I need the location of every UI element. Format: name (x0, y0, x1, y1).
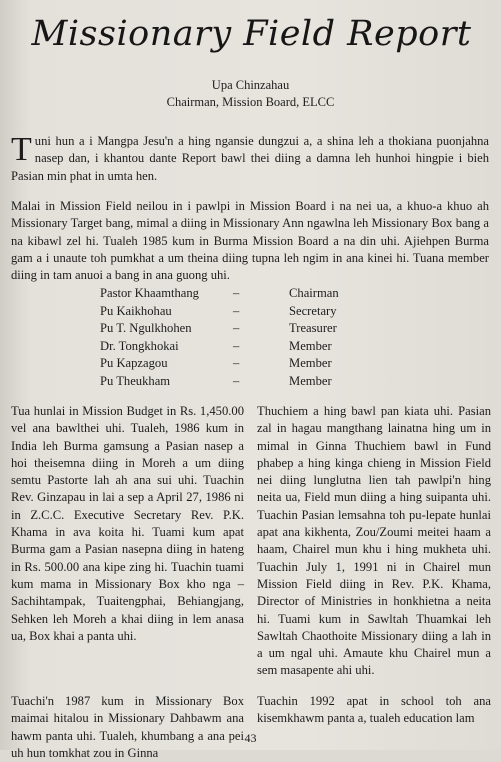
left-column-paragraph-2: Tuachi'n 1987 kum in Missionary Box maimai hitalou in Missionary Dahbawm ana hawm panta uhi. Tualeh, khumbang a ana pei uh hun tomkhat zou in Ginna (11, 694, 244, 760)
intro-text: uni hun a i Mangpa Jesu'n a hing ngansie dungzui a, a shina leh a thokiana puonjahna nasep dan, i khantou dante Report bawl thei diing a damna leh hunhoi hingpie i bieh Pasian min phat in umta hen. (11, 134, 489, 183)
right-column-paragraph-1: Thuchiem a hing bawl pan kiata uhi. Pasian zal in hagau mangthang lainatna hing um in mimal in Ginna Thuchiem bawl in Fund phabep a hing kinga chieng in Mission Field nei diing lunglutna lien tah pawlpi'n hing neita ua, Field mun diing a hing suipanta uhi. Tuachin Pasian lemsahna toh pu-lepate hunlai apat ana kikhenta, Zou/Zoumi meitei haam a haam, Chairel mun khu i hing mukheta uhi. Tuachin July 1, 1991 ni in Chairel mun Mission Field diing in Rev. P.K. Khama, Director of Ministries in honkhietna a neita hi. Tuami kum in Sawltah Thuamkai leh Sawltah Chaothoite Missionary diing a lah in a um ngal uhi. Amaute khu Chairel mun a sem masapente ahi uhi. (257, 404, 491, 678)
dash: – (233, 356, 240, 370)
author-name: Upa Chinzahau (211, 78, 290, 92)
board-row (100, 286, 400, 304)
paragraph-2: Malai in Mission Field neilou in i pawlpi in Mission Board i na nei ua, a khuo-a khuo ah Missionary Target bang, mimal a diing in Missionary Ann ngawlna leh Missionary Box bang a na kibawl zel hi. Tualeh 1985 kum in Burma Mission Board a na din uhi. Ajiehpen Burma gam a i unaute toh pumkhat a um theina diing tupna leh ngim in ana kinei hi. Tuana member diing in tam anuoi a bang in ana guong uhi. (11, 199, 489, 283)
member-role: Member (289, 373, 332, 388)
member-role: Chairman (289, 286, 339, 300)
board-row (100, 321, 400, 339)
member-name: Pu Kaikhohau (100, 303, 172, 318)
dash: – (233, 373, 240, 388)
member-name: Pu Theukham (100, 373, 171, 388)
dash: – (233, 286, 240, 300)
author-role: Chairman, Mission Board, ELCC (166, 95, 335, 109)
board-members-list (100, 286, 400, 391)
member-name: Pastor Khaamthang (100, 286, 199, 300)
page-number: 43 (244, 731, 257, 745)
report-title: Missionary Field Report (31, 14, 472, 54)
intro-paragraph (11, 133, 489, 185)
dash: – (233, 321, 240, 335)
member-role: Member (289, 338, 332, 353)
left-column-paragraph-1: Tua hunlai in Mission Budget in Rs. 1,450.00 vel ana bawlthei uhi. Tualeh, 1986 kum in India leh Burma gamsung a Pasian nasep a hoi theisemna diing in Moreh a um diing semtu Pastorte lah ah ana sui uhi. Tuachin Rev. Ginzapau in lai a sep a April 27, 1986 ni in Z.C.C. Executive Secretary Rev. P.K. Khama in ava koita hi. Tuami kum apat Burma gam a Pasian nasepna diing in hateng in Rs. 500.00 ana kipe zing hi. Tuachin tuami kum mama in Missionary Box kho nga – Sachihtampak, Tuaitengphai, Behiangjang, Sehken leh Moreh a khai diing in lem anasa ua, Box khai a panta uhi. (11, 404, 244, 643)
member-role: Secretary (289, 303, 337, 318)
member-name: Pu Kapzagou (100, 356, 168, 370)
drop-cap: T (11, 131, 32, 168)
board-row (100, 374, 400, 392)
member-name: Dr. Tongkhokai (100, 338, 179, 353)
member-name: Pu T. Ngulkhohen (100, 321, 192, 335)
right-column-paragraph-2: Tuachin 1992 apat in school toh ana kisemkhawm panta a, tualeh education lam (257, 694, 491, 726)
board-row (100, 304, 400, 322)
board-row (100, 356, 400, 374)
dash: – (233, 303, 240, 318)
dash: – (233, 338, 240, 353)
board-row (100, 339, 400, 357)
member-role: Treasurer (289, 321, 337, 335)
member-role: Member (289, 356, 332, 370)
